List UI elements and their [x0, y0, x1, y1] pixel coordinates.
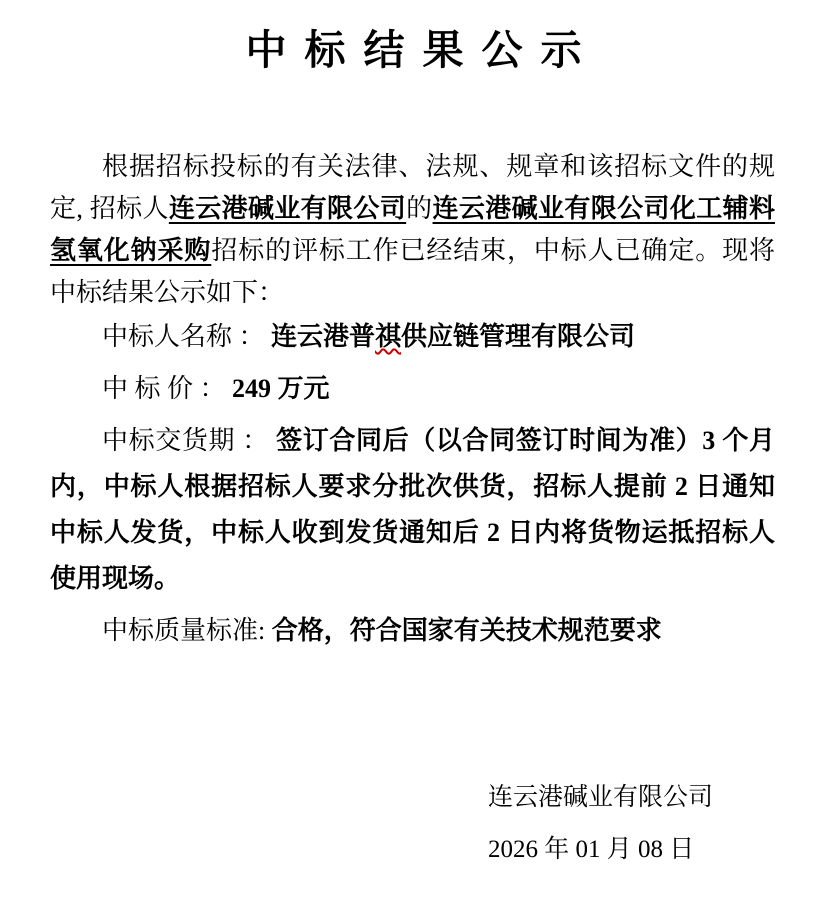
intro-paragraph [50, 146, 775, 314]
text-segment: 249 万元 [232, 374, 330, 403]
text-segment: 中标质量标准: [102, 616, 272, 645]
quality-standard-line [50, 608, 775, 654]
text-segment: 供应链管理有限公司 [401, 322, 636, 351]
signature-company: 连云港碱业有限公司 [488, 784, 714, 811]
winner-name-line [50, 314, 775, 360]
bid-price-line [50, 366, 775, 412]
text-segment: 连云港普 [271, 322, 376, 351]
text-segment: 中 标 价 ： [102, 374, 233, 403]
text-segment: 招标的评标工作已经结束，中标人已确定。现将中标结果公示如下： [50, 236, 775, 307]
signature-date: 2026 年 01 月 08 日 [488, 836, 695, 863]
document-body [0, 146, 827, 876]
signature-block [488, 772, 775, 876]
text-segment: 签订合同后（以合同签订时间为准）3 个月内，中标人根据招标人要求分批次供货，招标人提前 2 日通知中标人发货，中标人收到发货通知后 2 日内将货物运抵招标人使用现场。 [50, 426, 775, 593]
spellcheck-flagged-text: 祺 [375, 322, 402, 351]
text-segment: 中标交货期 ： [102, 426, 277, 455]
text-segment: 连云港碱业有限公司 [168, 194, 407, 223]
text-segment: 连云港碱业有限公司化工辅料氢氧化钠采购 [50, 194, 775, 265]
text-segment: 根据招标投标的有关法律、法规、规章和该招标文件的规定, 招标人 [50, 152, 775, 223]
delivery-terms-line [50, 418, 775, 602]
page-title: 中标结果公示 [245, 27, 600, 73]
text-segment: 的 [406, 194, 433, 223]
text-segment: 合格，符合国家有关技术规范要求 [271, 616, 662, 645]
text-segment: 中标人名称 ： [102, 322, 272, 351]
